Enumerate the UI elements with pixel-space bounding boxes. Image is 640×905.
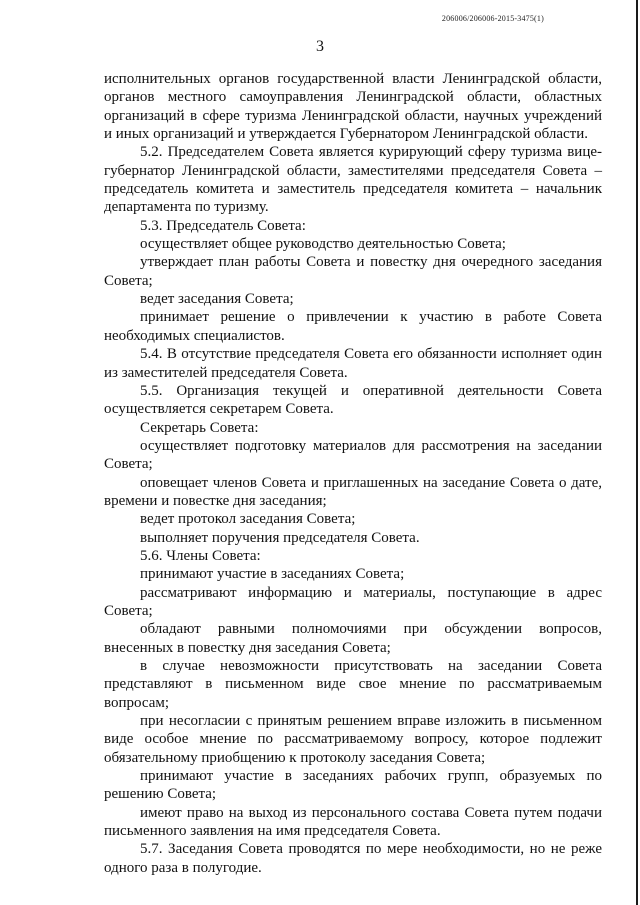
- paragraph-5-6-item-1: принимают участие в заседаниях Совета;: [140, 566, 405, 583]
- paragraph-secretary-item-2: оповещает членов Совета и приглашенных на заседание Совета о дате, времени и повестке дня заседания;: [104, 474, 602, 509]
- paragraph-continuation: исполнительных органов государственной власти Ленинградской области, органов местного самоуправления Ленинградской области, областных организаций в сфере туризма Ленинградской области, научных учреждений и иных организаций и утверждается Губернатором Ленинградской области.: [104, 71, 602, 143]
- page-number: 3: [316, 38, 324, 55]
- paragraph-5-6-item-6: принимают участие в заседаниях рабочих групп, образуемых по решению Совета;: [104, 768, 602, 803]
- paragraph-secretary-item-3: ведет протокол заседания Совета;: [140, 511, 356, 528]
- paragraph-secretary-heading: Секретарь Совета:: [140, 419, 259, 436]
- paragraph-secretary-item-4: выполняет поручения председателя Совета.: [140, 529, 420, 546]
- scan-edge-line: [636, 0, 638, 905]
- paragraph-5-6-item-3: обладают равными полномочиями при обсуждении вопросов, внесенных в повестку дня заседания Совета;: [104, 621, 602, 656]
- paragraph-secretary-item-1: осуществляет подготовку материалов для рассмотрения на заседании Совета;: [104, 437, 602, 473]
- paragraph-5-3-heading: 5.3. Председатель Совета:: [140, 217, 306, 234]
- paragraph-5-3-item-1: осуществляет общее руководство деятельностью Совета;: [140, 236, 506, 253]
- paragraph-5-4: 5.4. В отсутствие председателя Совета его обязанности исполняет один из заместителей председателя Совета.: [104, 346, 602, 381]
- document-body: [104, 70, 602, 877]
- paragraph-5-6-item-5: при несогласии с принятым решением вправе изложить в письменном виде особое мнение по рассматриваемому вопросу, которое подлежит обязательному приобщению к протоколу заседания Совета;: [104, 713, 602, 766]
- paragraph-5-5: 5.5. Организация текущей и оперативной деятельности Совета осуществляется секретарем Совета.: [104, 382, 602, 418]
- document-registration-code: 206006/206006-2015-3475(1): [441, 14, 544, 23]
- paragraph-5-6-item-7: имеют право на выход из персонального состава Совета путем подачи письменного заявления на имя председателя Совета.: [104, 804, 602, 840]
- paragraph-5-3-item-2: утверждает план работы Совета и повестку дня очередного заседания Совета;: [104, 254, 602, 289]
- paragraph-5-6-heading: 5.6. Члены Совета:: [140, 547, 261, 564]
- paragraph-5-3-item-4: принимает решение о привлечении к участию в работе Совета необходимых специалистов.: [104, 309, 602, 344]
- paragraph-5-6-item-2: рассматривают информацию и материалы, поступающие в адрес Совета;: [104, 584, 602, 619]
- paragraph-5-3-item-3: ведет заседания Совета;: [140, 291, 294, 308]
- paragraph-5-7: 5.7. Заседания Совета проводятся по мере необходимости, но не реже одного раза в полугодие.: [104, 841, 602, 876]
- paragraph-5-2: 5.2. Председателем Совета является курирующий сферу туризма вице-губернатор Ленинградской области, заместителями председателя Совета – председатель комитета и заместитель председателя комитета – начальник департамента по туризму.: [104, 144, 602, 216]
- paragraph-5-6-item-4: в случае невозможности присутствовать на заседании Совета представляют в письменном виде свое мнение по рассматриваемым вопросам;: [104, 658, 602, 711]
